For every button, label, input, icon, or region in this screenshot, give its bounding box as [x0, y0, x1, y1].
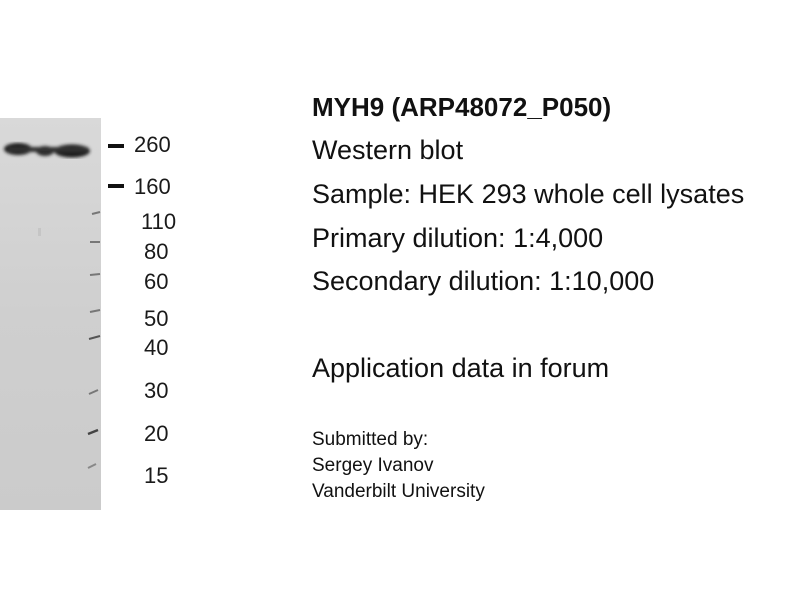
marker-tick-30	[89, 390, 98, 394]
ladder-ticks	[84, 118, 124, 510]
marker-label-160: 160	[134, 174, 171, 199]
marker-tick-260	[108, 144, 124, 148]
marker-label-110: 110	[141, 209, 177, 234]
primary-dilution: Primary dilution: 1:4,000	[312, 223, 604, 253]
application-note: Application data in forum	[312, 353, 610, 383]
marker-tick-15	[88, 464, 96, 468]
submitter-institution: Vanderbilt University	[312, 481, 485, 502]
marker-label-15: 15	[144, 463, 169, 488]
membrane-smudge	[38, 228, 41, 236]
marker-label-50: 50	[144, 306, 169, 331]
marker-tick-50	[90, 310, 100, 312]
marker-tick-60	[90, 274, 100, 275]
marker-label-60: 60	[144, 269, 169, 294]
marker-label-40: 40	[144, 335, 169, 360]
marker-label-80: 80	[144, 239, 169, 264]
marker-tick-110	[92, 212, 100, 214]
molecular-weight-ladder	[84, 118, 204, 510]
submitted-by-label: Submitted by:	[312, 429, 429, 450]
marker-label-20: 20	[144, 421, 169, 446]
sample-description: Sample: HEK 293 whole cell lysates	[312, 179, 745, 209]
submitter-name: Sergey Ivanov	[312, 455, 434, 476]
assay-type: Western blot	[312, 135, 464, 165]
marker-tick-40	[89, 336, 100, 339]
figure-title: MYH9 (ARP48072_P050)	[312, 92, 612, 122]
marker-tick-160	[108, 184, 124, 188]
marker-label-30: 30	[144, 378, 169, 403]
marker-label-260: 260	[134, 132, 171, 157]
secondary-dilution: Secondary dilution: 1:10,000	[312, 266, 655, 296]
marker-tick-20	[88, 430, 98, 434]
